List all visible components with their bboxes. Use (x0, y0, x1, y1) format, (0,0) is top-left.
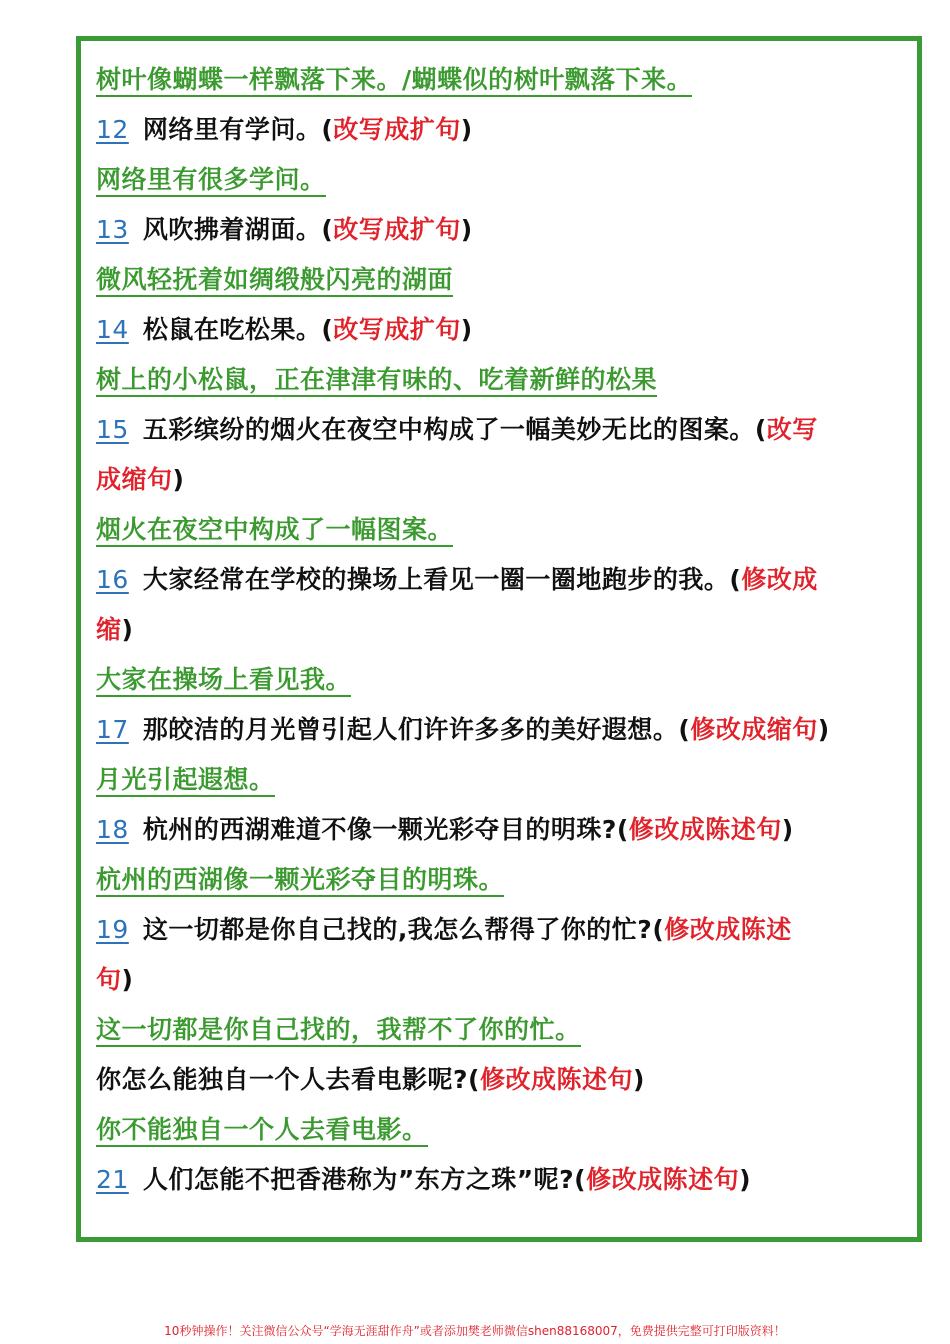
instruction-text: 缩 (96, 615, 122, 644)
question-text: 你怎么能独自一个人去看电影呢?( (96, 1065, 480, 1094)
instruction-text: 句 (96, 965, 122, 994)
question-line (96, 405, 911, 455)
answer-line (96, 505, 911, 555)
instruction-text: 修改成陈述 (664, 915, 792, 944)
answer-text: 树叶像蝴蝶一样飘落下来。/蝴蝶似的树叶飘落下来。 (96, 65, 692, 97)
answer-text: 这一切都是你自己找的，我帮不了你的忙。 (96, 1015, 581, 1047)
exercise-list (96, 55, 911, 1205)
answer-text: 网络里有很多学问。 (96, 165, 326, 197)
answer-text: 烟火在夜空中构成了一幅图案。 (96, 515, 453, 547)
question-text: 五彩缤纷的烟火在夜空中构成了一幅美妙无比的图案。( (142, 415, 767, 444)
instruction-text: 修改成陈述句 (479, 1065, 633, 1094)
close-paren: ) (121, 965, 134, 994)
instruction-text: 修改成 (741, 565, 818, 594)
instruction-text: 改写 (766, 415, 818, 444)
question-number: 14 (96, 315, 129, 344)
question-continuation (96, 455, 911, 505)
answer-line (96, 55, 911, 105)
question-continuation (96, 605, 911, 655)
question-number: 19 (96, 915, 129, 944)
close-paren: ) (460, 315, 473, 344)
instruction-text: 修改成缩句 (690, 715, 818, 744)
answer-line (96, 155, 911, 205)
close-paren: ) (739, 1165, 752, 1194)
close-paren: ) (172, 465, 185, 494)
question-number: 13 (96, 215, 129, 244)
question-text: 人们怎能不把香港称为”东方之珠”呢?( (142, 1165, 587, 1194)
question-text: 松鼠在吃松果。( (142, 315, 334, 344)
instruction-text: 修改成陈述句 (586, 1165, 740, 1194)
answer-line (96, 1105, 911, 1155)
answer-text: 微风轻抚着如绸缎般闪亮的湖面 (96, 265, 453, 297)
question-line (96, 205, 911, 255)
question-number: 21 (96, 1165, 129, 1194)
question-line (96, 1155, 911, 1205)
close-paren: ) (632, 1065, 645, 1094)
answer-line (96, 1005, 911, 1055)
question-line (96, 905, 911, 955)
answer-line (96, 755, 911, 805)
answer-line (96, 255, 911, 305)
answer-text: 你不能独自一个人去看电影。 (96, 1115, 428, 1147)
question-number: 17 (96, 715, 129, 744)
answer-text: 月光引起遐想。 (96, 765, 275, 797)
question-line (96, 105, 911, 155)
document-frame (76, 36, 922, 1242)
answer-line (96, 855, 911, 905)
instruction-text: 改写成扩句 (333, 215, 461, 244)
instruction-text: 改写成扩句 (333, 315, 461, 344)
question-line (96, 1055, 911, 1105)
answer-text: 杭州的西湖像一颗光彩夺目的明珠。 (96, 865, 504, 897)
question-line (96, 805, 911, 855)
close-paren: ) (781, 815, 794, 844)
close-paren: ) (460, 115, 473, 144)
instruction-text: 修改成陈述句 (628, 815, 782, 844)
instruction-text: 改写成扩句 (333, 115, 461, 144)
question-line (96, 305, 911, 355)
close-paren: ) (121, 615, 134, 644)
question-line (96, 705, 911, 755)
answer-line (96, 655, 911, 705)
question-number: 18 (96, 815, 129, 844)
answer-text: 大家在操场上看见我。 (96, 665, 351, 697)
question-text: 这一切都是你自己找的,我怎么帮得了你的忙?( (142, 915, 665, 944)
question-number: 16 (96, 565, 129, 594)
question-number: 15 (96, 415, 129, 444)
question-text: 网络里有学问。( (142, 115, 334, 144)
instruction-text: 成缩句 (96, 465, 173, 494)
answer-text: 树上的小松鼠，正在津津有味的、吃着新鲜的松果 (96, 365, 657, 397)
question-text: 那皎洁的月光曾引起人们许许多多的美好遐想。( (142, 715, 691, 744)
close-paren: ) (817, 715, 830, 744)
question-text: 大家经常在学校的操场上看见一圈一圈地跑步的我。( (142, 565, 742, 594)
footer-note: 10秒钟操作！关注微信公众号“学海无涯甜作舟”或者添加樊老师微信shen88168007，免费提供完整可打印版资料！ (164, 1324, 786, 1338)
question-continuation (96, 955, 911, 1005)
answer-line (96, 355, 911, 405)
question-text: 风吹拂着湖面。( (142, 215, 334, 244)
question-text: 杭州的西湖难道不像一颗光彩夺目的明珠?( (142, 815, 629, 844)
question-number: 12 (96, 115, 129, 144)
close-paren: ) (460, 215, 473, 244)
question-line (96, 555, 911, 605)
